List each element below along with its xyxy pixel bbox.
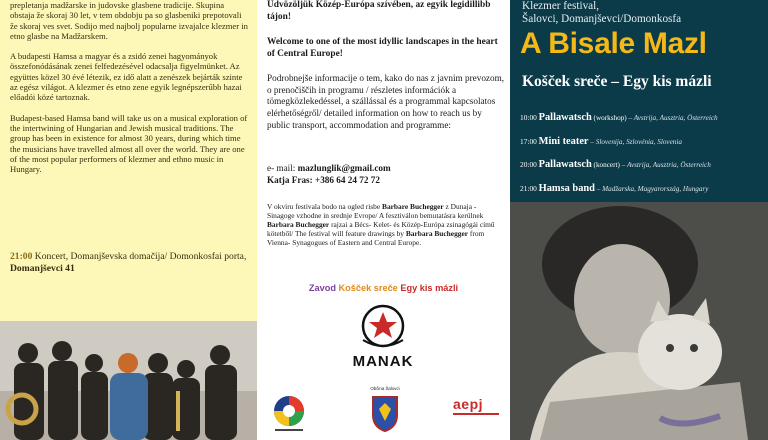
welcome-hungarian: Üdvözöljük Közép-Európa szívében, az egyik legidillibb tájon!	[267, 0, 491, 22]
organizer-line	[257, 283, 510, 293]
festival-title: A Bisale Mazl	[520, 27, 707, 60]
program-item	[520, 159, 766, 183]
program-name: Pallawatsch	[538, 112, 592, 123]
aepj-logo-text: aepj	[453, 396, 484, 412]
right-panel	[510, 0, 768, 440]
exhib-part-4: from Vienna- Synagogues of Eastern and Central Europe.	[267, 229, 485, 247]
festival-type: Klezmer festival,	[522, 0, 600, 12]
band-photo	[0, 321, 257, 440]
intro-text	[10, 0, 250, 184]
concert-info	[10, 251, 250, 275]
program-countries: – Madžarska, Magyarország, Hungary	[596, 184, 709, 193]
program-name: Hamsa band	[538, 182, 595, 194]
email-address[interactable]: mazlunglik@gmail.com	[297, 163, 391, 173]
program-time: 10:00	[520, 113, 537, 122]
organizer-name-hu: Egy kis mázli	[400, 283, 459, 293]
girl-with-cat-photo	[510, 202, 768, 440]
program-item	[520, 112, 766, 136]
program-tag: (workshop)	[593, 114, 627, 122]
organizer-name-sl: Košček sreče	[338, 283, 398, 293]
aepj-logo	[453, 396, 501, 430]
exhib-artist-1: Barbare Buchegger	[382, 202, 444, 211]
text-english: Budapest-based Hamsa band will take us on a musical exploration of the intertwining of Hungarian and Jewish musical traditions. The group has been in existence for almost 30 years, during which time the musicians have travelled almost all over the world. They are one of the most popular performers of klezmer and ethno music in Hungary.	[10, 112, 248, 175]
phone-contact: Katja Fras: +386 64 24 72 72	[267, 175, 380, 185]
roots-logo	[271, 395, 307, 433]
contact-block	[267, 162, 505, 186]
left-panel	[0, 0, 257, 440]
program-tag: (koncert)	[593, 161, 620, 169]
girl-with-cat-illustration	[510, 202, 768, 440]
concert-text: Koncert, Domanjševska domačija/ Domonkosfai porta,	[34, 251, 247, 262]
middle-panel	[257, 0, 510, 440]
exhibition-text	[267, 202, 505, 247]
manak-logo-text: MANAK	[352, 353, 414, 370]
welcome-english: Welcome to one of the most idyllic landscapes in the heart of Central Europe!	[267, 37, 498, 59]
program-time: 20:00	[520, 160, 537, 169]
festival-location: Šalovci, Domanjševci/Domonkosfa	[522, 13, 682, 26]
salovci-label: Občina Šalovci	[370, 386, 400, 391]
concert-place: Domanjševci 41	[10, 263, 75, 274]
exhib-part-1: V okviru festivala bodo na ogled risbe	[267, 202, 381, 211]
program-countries: – Avstrija, Ausztria, Österreich	[621, 161, 711, 169]
exhib-artist-3: Barbara Buchegger	[405, 229, 469, 238]
program-item	[520, 136, 766, 160]
exhib-part-3: rajzai a Bécs- Kelet- és Közép-Európa zsinagógái című kötetből/ The festival will feature drawings by	[267, 220, 495, 238]
email-label: e- mail:	[267, 163, 296, 173]
festival-subtitle: Košček sreče – Egy kis mázli	[522, 73, 712, 90]
program-name: Mini teater	[538, 135, 589, 147]
program-countries: – Slovenija, Szlovénia, Slovenia	[590, 137, 682, 146]
program-list	[520, 112, 766, 206]
info-text: Podrobnejše informacije o tem, kako do nas z javnim prevozom, o prenočiščih in programu / részletes információk a tömegközlekedéssel, a szállással és a programmal kapcsolatos elérhetőségről/ detailed information on how to reach us by public transport, accommodation and programme:	[267, 73, 505, 130]
program-name: Pallawatsch	[538, 159, 592, 170]
program-time: 21:00	[520, 183, 537, 193]
text-slovene: prepletanja madžarske in judovske glasbene tradicije. Skupina obstaja že skoraj 30 let, v tem obdobju pa so glasbeniki prepotovali že skoraj ves svet. Sodijo med najbolj popularne izvajalce klezmer in etno glasbe na Madžarskem.	[10, 0, 248, 41]
salovci-coat-of-arms	[367, 389, 403, 433]
program-countries: – Avstrija, Ausztria, Österreich	[628, 114, 718, 122]
band-photo-illustration	[0, 321, 257, 440]
text-hungarian: A budapesti Hamsa a magyar és a zsidó zenei hagyományok összefonódásának zenei felfedezésével odacsalja figyelmünket. Az együttes közel 30 évé létezik, ez idő alatt a zenészek bejárták szinte az egész világot. A klezmer és etno zene egyik legnépszerűbb hazai előadói közé tartoznak.	[10, 51, 243, 103]
festival-header	[522, 0, 762, 26]
exhib-artist-2: Barbara Buchegger	[267, 220, 330, 229]
concert-time: 21:00	[10, 251, 33, 262]
program-time: 17:00	[520, 136, 537, 146]
organizer-prefix: Zavod	[308, 283, 336, 293]
exhib-part-2: z Dunaja - Sinagoge vzhodne in srednje Evrope/ A fesztiválon bemutatásra kerülnek	[267, 202, 484, 220]
